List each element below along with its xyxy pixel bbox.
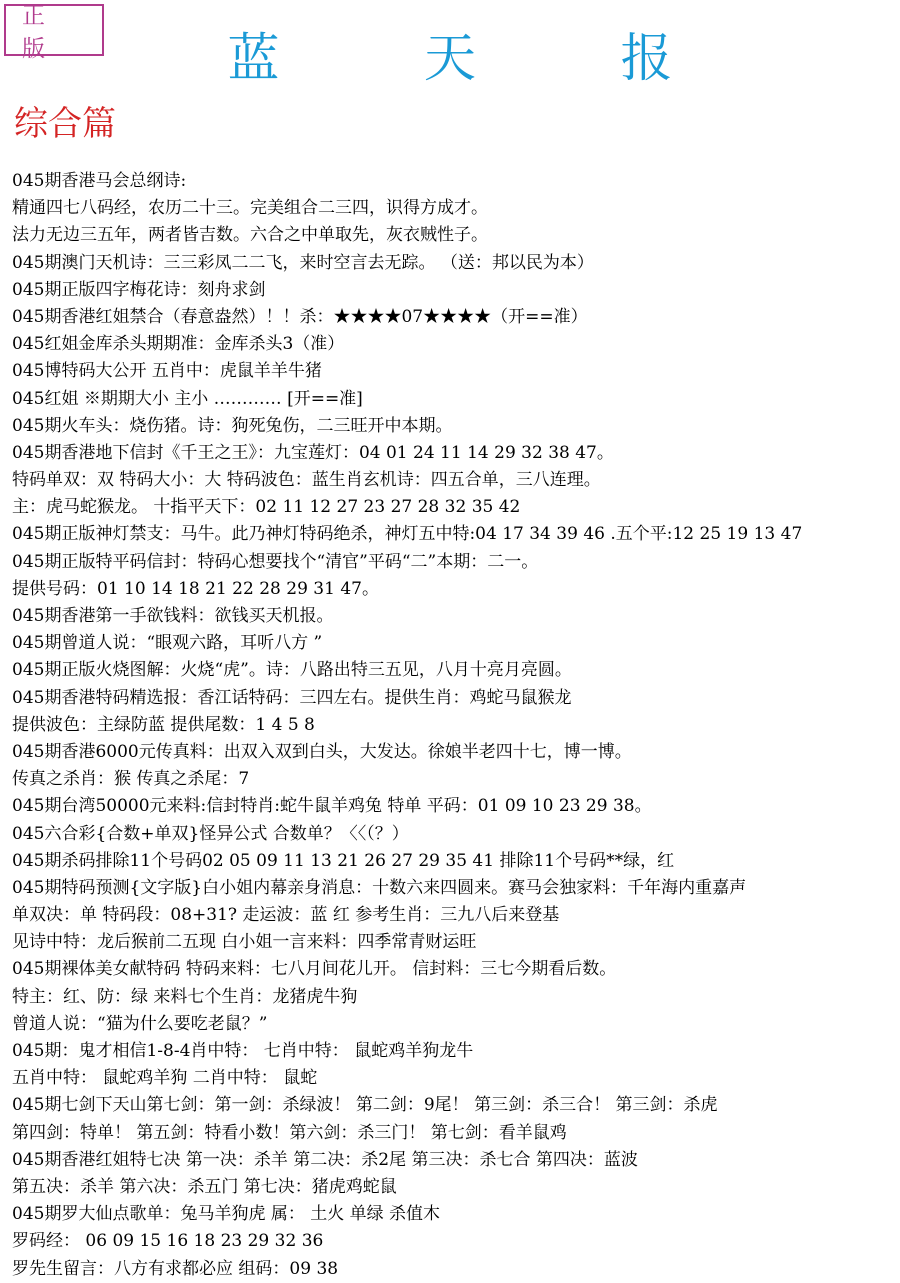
text-line: 第四剑：特单！ 第五剑：特看小数！第六剑：杀三门！ 第七剑：看羊鼠鸡 <box>12 1122 567 1143</box>
text-line: 045期七剑下天山第七剑：第一剑：杀绿波！ 第二剑：9尾！ 第三剑：杀三合！ 第三剑：杀虎 <box>12 1095 718 1116</box>
text-line: 第五决：杀羊 第六决：杀五门 第七决：猪虎鸡蛇鼠 <box>12 1176 397 1197</box>
text-line: 045期香港6000元传真料：出双入双到白头，大发达。徐娘半老四十七，博一博。 <box>12 741 632 762</box>
text-line: 045期：鬼才相信1-8-4肖中特： 七肖中特： 鼠蛇鸡羊狗龙牛 <box>12 1041 474 1061</box>
text-line: 特码单双：双 特码大小：大 特码波色：蓝生肖玄机诗：四五合单，三八连理。 <box>12 470 601 491</box>
text-line: 曾道人说：“猫为什么要吃老鼠？” <box>12 1013 268 1034</box>
section-title: 综合篇 <box>14 104 116 144</box>
text-line: 提供号码：01 10 14 18 21 22 28 29 31 47。 <box>12 578 379 599</box>
text-line: 045期曾道人说：“眼观六路，耳听八方 ” <box>12 633 323 654</box>
text-line: 045期火车头：烧伤猪。诗：狗死兔伤，二三旺开中本期。 <box>12 415 453 436</box>
text-line: 五肖中特： 鼠蛇鸡羊狗 二肖中特： 鼠蛇 <box>12 1068 318 1089</box>
text-line: 045期罗大仙点歌单：兔马羊狗虎 属： 土火 单绿 杀值木 <box>12 1204 441 1225</box>
text-line: 045期杀码排除11个号码02 05 09 11 13 21 26 27 29 35 41 排除11个号码**绿，红 <box>12 850 675 871</box>
text-line: 045期香港特码精选报：香江话特码：三四左右。提供生肖：鸡蛇马鼠猴龙 <box>12 687 572 708</box>
text-line: 045期裸体美女献特码 特码来料：七八月间花儿开。 信封料：三七今期看后数。 <box>12 959 617 980</box>
text-line: 045期正版神灯禁支：马牛。此乃神灯特码绝杀，神灯五中特:04 17 34 39 46 .五个平:12 25 19 13 47 <box>12 524 803 545</box>
text-line: 罗先生留言：八方有求都必应 组码：09 38 <box>12 1258 339 1279</box>
text-line: 罗码经： 06 09 15 16 18 23 29 32 36 <box>12 1231 324 1252</box>
genuine-badge: 正 版 <box>4 4 104 56</box>
text-line: 045期正版四字梅花诗：刻舟求剑 <box>12 279 266 300</box>
text-line: 045红姐金库杀头期期准：金库杀头3（准） <box>12 334 345 355</box>
text-line: 045博特码大公开 五肖中：虎鼠羊羊牛猪 <box>12 361 322 382</box>
text-line: 045期香港地下信封《千王之王》：九宝莲灯：04 01 24 11 14 29 32 38 47。 <box>12 442 614 463</box>
text-line: 045期香港马会总纲诗: <box>12 171 187 191</box>
text-line: 主：虎马蛇猴龙。 十指平天下：02 11 12 27 23 27 28 32 35 42 <box>12 497 521 518</box>
text-line: 传真之杀肖：猴 传真之杀尾：7 <box>12 769 250 790</box>
text-line: 045期香港红姐特七决 第一决：杀羊 第二决：杀2尾 第三决：杀七合 第四决：蓝波 <box>12 1149 638 1170</box>
text-line: 精通四七八码经，农历二十三。完美组合二三四，识得方成才。 <box>12 198 488 219</box>
text-line: 045期澳门天机诗：三三彩凤二二飞，来时空言去无踪。 （送：邦以民为本） <box>12 252 594 273</box>
text-line: 提供波色：主绿防蓝 提供尾数：1 4 5 8 <box>12 714 315 735</box>
page-title: 蓝 天 报 <box>227 29 737 89</box>
text-line: 045期香港第一手欲钱料：欲钱买天机报。 <box>12 606 334 626</box>
text-line: 单双决：单 特码段：08+31? 走运波：蓝 红 参考生肖：三九八后来登基 <box>12 905 560 926</box>
text-line: 045期正版火烧图解：火烧“虎”。诗：八路出特三五见，八月十亮月亮圆。 <box>12 660 572 681</box>
text-line: 045期正版特平码信封：特码心想要找个“清官”平码“二”本期：二一。 <box>12 551 539 572</box>
text-line: 见诗中特：龙后猴前二五现 白小姐一言来料：四季常青财运旺 <box>12 932 477 953</box>
text-line: 045期台湾50000元来料:信封特肖:蛇牛鼠羊鸡兔 特单 平码：01 09 10 23 29 38。 <box>12 796 652 817</box>
text-line: 045期香港红姐禁合（春意盎然）！！杀：★★★★07★★★★（开==准） <box>12 306 588 327</box>
text-line: 特主：红、防：绿 来料七个生肖：龙猪虎牛狗 <box>12 986 358 1007</box>
text-line: 045期特码预测{文字版}白小姐内幕亲身消息：十数六来四圆来。赛马会独家料：千年海内重嘉声 <box>12 877 747 898</box>
text-line: 045六合彩{合数+单双}怪异公式 合数单？〈〈（？） <box>12 823 409 844</box>
text-line: 045红姐 ※期期大小 主小 ………… [开==准] <box>12 388 363 409</box>
text-line: 法力无边三五年，两者皆吉数。六合之中单取先，灰衣贼性子。 <box>12 225 488 246</box>
content-body <box>12 168 896 1283</box>
